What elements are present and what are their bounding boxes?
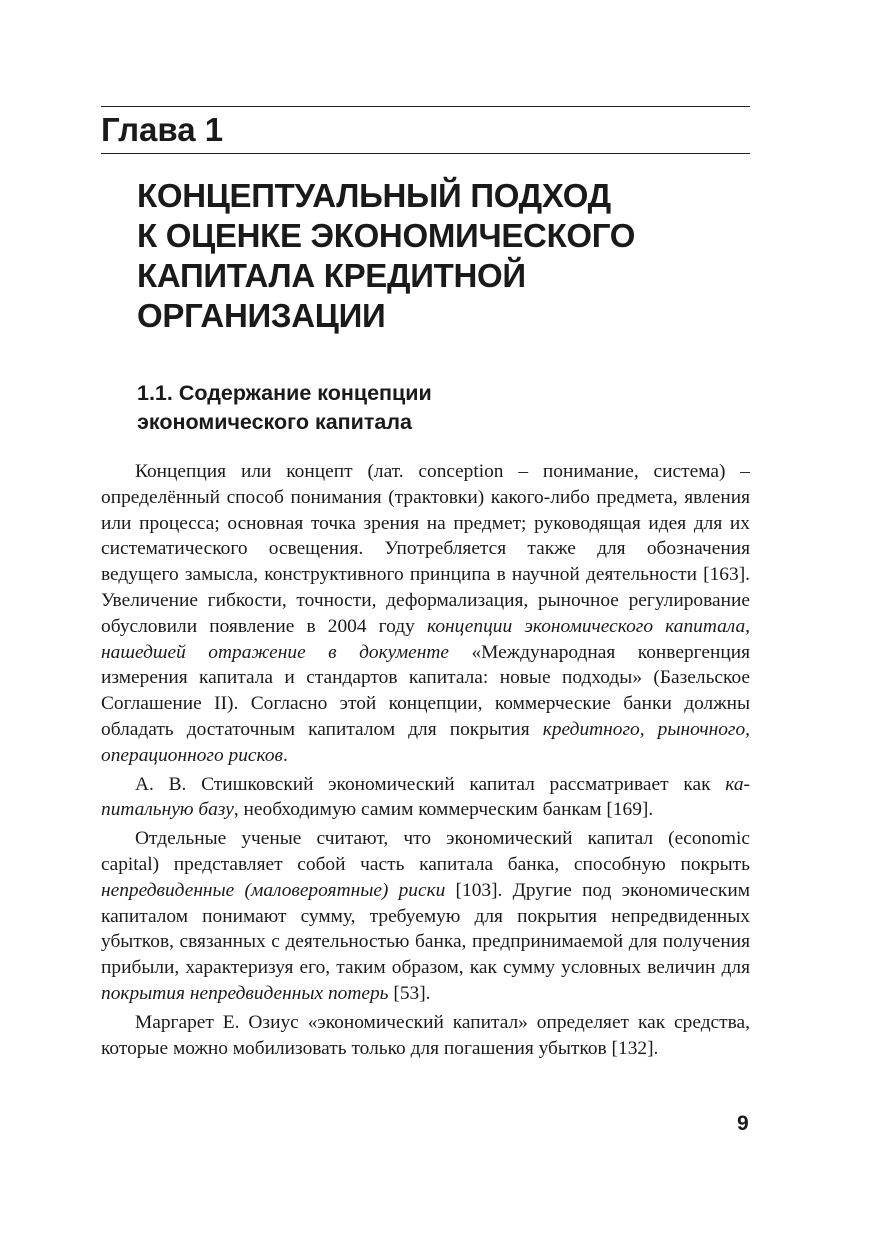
chapter-rule-bottom <box>101 153 750 154</box>
paragraph-emphasis: капитальную базу <box>101 773 750 821</box>
section-heading-line: экономического капитала <box>137 410 412 434</box>
paragraph-text: «Международная конвергенция измерения капитала и стандартов капитала: новые подходы» (Базельское Соглашение II). Согласно этой концепции, коммерческие банки должны обладать достаточным капиталом для покрытия <box>101 641 750 740</box>
chapter-title <box>137 176 757 336</box>
paragraph-emphasis: непредвиденные (маловероятные) риски <box>101 879 446 901</box>
paragraph-emphasis: покрытия непредвиденных потерь <box>101 982 389 1004</box>
paragraph-text: А. В. Стишковский экономический капитал рассматривает как <box>135 773 726 795</box>
chapter-title-line: ОРГАНИЗАЦИИ <box>137 297 386 334</box>
paragraph <box>101 826 750 1007</box>
paragraph <box>101 772 750 824</box>
paragraph <box>101 459 750 769</box>
chapter-title-line: КАПИТАЛА КРЕДИТНОЙ <box>137 257 526 294</box>
chapter-title-line: КОНЦЕПТУАЛЬНЫЙ ПОДХОД <box>137 177 611 214</box>
paragraph-emphasis: концепции экономического капитала, нашедшей отражение в документе <box>101 615 751 663</box>
paragraph-text: . <box>282 744 288 766</box>
paragraph-text: [103]. Другие под экономическим капиталом понимают сумму, требуемую для покрытия непредвиденных убытков, связанных с деятельностью банка, предпринимаемой для получения прибыли, характеризуя его, таким образом, как сумму условных величин для <box>101 879 750 979</box>
paragraph-text: , необходимую самим коммерческим банкам [169]. <box>233 799 654 821</box>
body-text <box>101 459 750 1061</box>
page-number: 9 <box>737 1112 749 1135</box>
section-heading <box>137 379 737 437</box>
paragraph <box>101 1010 750 1062</box>
paragraph-text: [53]. <box>388 982 431 1004</box>
paragraph-text: Концепция или концепт (лат. conception – понимание, система) – определённый способ понимания (трактовки) какого-либо предмета, явления или процесса; основная точка зрения на предмет; руководящая идея для их систематического освещения. Употребляется также для обозначения ведущего замысла, конструктивного принципа в научной деятельности [163]. Увеличение гибкости, точности, деформализация, рыночное регулирование обусловили появление в 2004 году <box>101 461 750 637</box>
paragraph-text: Отдельные ученые считают, что экономический капитал (economic capital) представляет собой часть капитала банка, способную покрыть <box>101 828 750 875</box>
paragraph-emphasis: кредитного, рыночного, операционного рисков <box>101 718 750 766</box>
chapter-rule-top <box>101 106 750 107</box>
paragraph-text: Маргарет Е. Озиус «экономический капитал» определяет как средства, которые можно мобилизовать только для погашения убытков [132]. <box>101 1011 750 1059</box>
chapter-label: Глава 1 <box>101 111 224 148</box>
section-heading-line: 1.1. Содержание концепции <box>137 381 432 405</box>
chapter-title-line: К ОЦЕНКЕ ЭКОНОМИЧЕСКОГО <box>137 217 636 254</box>
